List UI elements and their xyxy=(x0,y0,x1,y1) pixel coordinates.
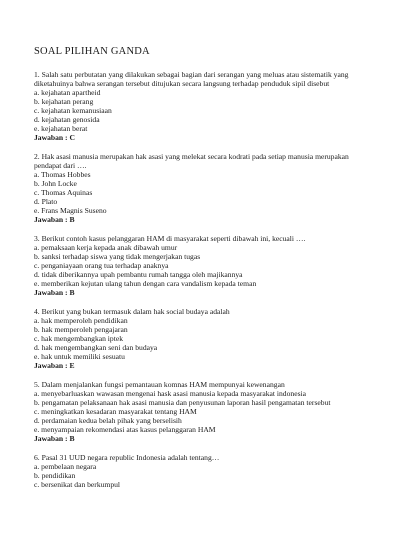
option: a. hak memperoleh pendidikan xyxy=(34,316,128,325)
question-3 xyxy=(34,234,370,297)
answer: Jawaban : E xyxy=(34,361,75,370)
option: c. meningkatkan kesadaran masyarakat tentang HAM xyxy=(34,407,197,416)
question-stem: 5. Dalam menjalankan fungsi pemantauan komnas HAM mempunyai kewenangan xyxy=(34,380,285,389)
option: b. kejahatan perang xyxy=(34,97,94,106)
question-stem: 3. Berikut contoh kasus pelanggaran HAM di masyarakat seperti dibawah ini, kecuali …. xyxy=(34,234,306,243)
option: b. John Locke xyxy=(34,179,77,188)
question-stem: 1. Salah satu perbutatan yang dilakukan sebagai bagian dari serangan yang meluas atau sistematik yang diketahuinya bahwa serangan tersebut ditujukan secara langsung terhadap penduduk sipil disebut xyxy=(34,70,349,88)
option: e. Frans Magnis Suseno xyxy=(34,206,107,215)
option: c. hak mengembangkan iptek xyxy=(34,334,123,343)
option: d. perdamaian kedua belah pihak yang berselisih xyxy=(34,416,182,425)
option: e. kejahatan berat xyxy=(34,124,88,133)
question-4 xyxy=(34,307,370,370)
option: c. Thomas Aquinas xyxy=(34,188,93,197)
answer: Jawaban : B xyxy=(34,434,75,443)
option: d. tidak diberikannya upah pembantu rumah tangga oleh majikannya xyxy=(34,270,243,279)
option: d. hak mengembangkan seni dan budaya xyxy=(34,343,158,352)
answer: Jawaban : B xyxy=(34,288,75,297)
option: a. Thomas Hobbes xyxy=(34,170,91,179)
document-title: SOAL PILIHAN GANDA xyxy=(34,46,150,57)
question-6 xyxy=(34,453,370,489)
option: b. sanksi terhadap siswa yang tidak mengerjakan tugas xyxy=(34,252,201,261)
question-2 xyxy=(34,152,370,224)
answer: Jawaban : C xyxy=(34,133,75,142)
question-stem: 2. Hak asasi manusia merupakan hak asasi yang melekat secara kodrati pada setiap manusia merupakan pendapat dari …. xyxy=(34,152,349,170)
option: c. kejahatan kemanusiaan xyxy=(34,106,112,115)
option: b. pengamatan pelaksanaan hak asasi manusia dan penyusunan laporan hasil pengamatan tersebut xyxy=(34,398,331,407)
option: c. penganiayaan orang tua terhadap anaknya xyxy=(34,261,169,270)
option: b. hak memperoleh pengajaran xyxy=(34,325,128,334)
question-stem: 6. Pasal 31 UUD negara republic Indonesia adalah tentang… xyxy=(34,453,220,462)
option: d. kejahatan genosida xyxy=(34,115,100,124)
question-5 xyxy=(34,380,370,443)
option: a. pemaksaan kerja kepada anak dibawah umur xyxy=(34,243,178,252)
option: b. pendidikan xyxy=(34,471,76,480)
question-1 xyxy=(34,70,370,142)
answer: Jawaban : B xyxy=(34,215,75,224)
option: a. kejahatan apartheid xyxy=(34,88,101,97)
option: e. menyampaian rekomendasi atas kasus pelanggaran HAM xyxy=(34,425,216,434)
option: c. bersenikat dan berkumpul xyxy=(34,480,121,489)
option: e. memberikan kejutan ulang tahun dengan cara vandalism kepada teman xyxy=(34,279,257,288)
option: a. pembelaan negara xyxy=(34,462,97,471)
option: e. hak untuk memiliki sesuatu xyxy=(34,352,125,361)
question-stem: 4. Berikut yang bukan termasuk dalam hak social budaya adalah xyxy=(34,307,230,316)
option: d. Plato xyxy=(34,197,58,206)
option: a. menyebarluaskan wawasan mengenai hask asasi manusia kepada masyarakat indonesia xyxy=(34,389,307,398)
